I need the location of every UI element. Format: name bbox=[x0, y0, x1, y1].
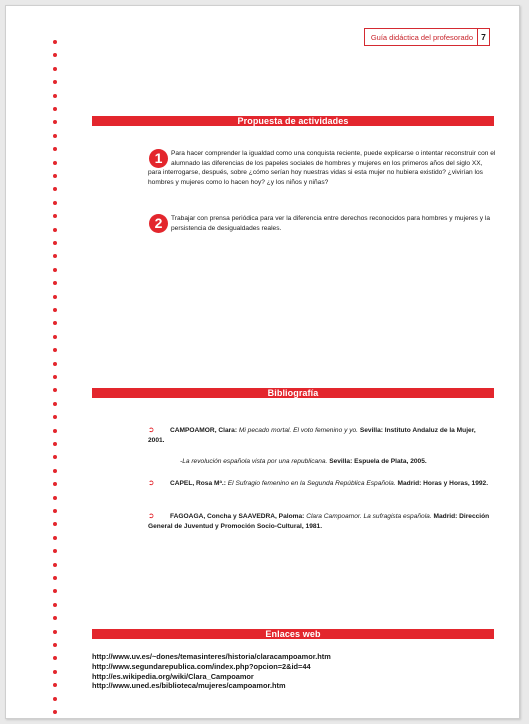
binding-dot bbox=[53, 643, 57, 647]
binding-dot bbox=[53, 576, 57, 580]
section-heading-links: Enlaces web bbox=[92, 629, 494, 639]
guide-title: Guía didáctica del profesorado bbox=[370, 32, 473, 42]
binding-dot bbox=[53, 80, 57, 84]
bib-title: -La revolución española vista por una republicana. bbox=[180, 458, 328, 465]
binding-dot bbox=[53, 254, 57, 258]
arrow-bullet-icon: ➲ bbox=[148, 511, 155, 520]
bib-author: FAGOAGA, Concha y SAAVEDRA, Paloma: bbox=[170, 513, 305, 520]
bib-publisher: Madrid: Horas y Horas, 1992. bbox=[397, 480, 489, 487]
binding-dot bbox=[53, 335, 57, 339]
binding-dot bbox=[53, 362, 57, 366]
bib-publisher: Madrid: Dirección General de Juventud y Promoción Socio-Cultural, 1981. bbox=[148, 513, 490, 530]
bibliography-entry bbox=[148, 425, 494, 445]
binding-dot bbox=[53, 630, 57, 634]
document-page bbox=[5, 5, 520, 719]
bib-author: CAPEL, Rosa Mª.: bbox=[170, 480, 226, 487]
bib-title: El Sufragio femenino en la Segunda República Española. bbox=[227, 480, 396, 487]
binding-dot bbox=[53, 656, 57, 660]
web-link[interactable]: http://www.uned.es/biblioteca/mujeres/campoamor.htm bbox=[92, 681, 286, 691]
binding-dot bbox=[53, 563, 57, 567]
web-link[interactable]: http://www.uv.es/~dones/temasinteres/historia/claracampoamor.htm bbox=[92, 652, 331, 661]
arrow-bullet-icon: ➲ bbox=[148, 425, 155, 434]
binding-dot bbox=[53, 161, 57, 165]
activity-number-badge: 1 bbox=[149, 149, 168, 168]
binding-dot bbox=[53, 710, 57, 714]
binding-dot bbox=[53, 415, 57, 419]
binding-dot bbox=[53, 402, 57, 406]
binding-dot bbox=[53, 107, 57, 111]
binding-dot bbox=[53, 549, 57, 553]
bib-title: Clara Campoamor. La sufragista española. bbox=[306, 513, 432, 520]
binding-dot bbox=[53, 603, 57, 607]
binding-dot bbox=[53, 442, 57, 446]
bibliography-entry bbox=[148, 511, 494, 531]
bib-publisher: Sevilla: Espuela de Plata, 2005. bbox=[329, 458, 427, 465]
binding-dot bbox=[53, 375, 57, 379]
arrow-bullet-icon: ➲ bbox=[148, 478, 155, 487]
binding-dot bbox=[53, 670, 57, 674]
binding-dot bbox=[53, 268, 57, 272]
binding-dot bbox=[53, 388, 57, 392]
binding-dot bbox=[53, 536, 57, 540]
spiral-binding-dots bbox=[53, 6, 59, 719]
binding-dot bbox=[53, 67, 57, 71]
section-heading-activities: Propuesta de actividades bbox=[92, 116, 494, 126]
binding-dot bbox=[53, 697, 57, 701]
binding-dot bbox=[53, 509, 57, 513]
binding-dot bbox=[53, 53, 57, 57]
binding-dot bbox=[53, 295, 57, 299]
bib-title: Mi pecado mortal. El voto femenino y yo. bbox=[238, 427, 358, 434]
web-link[interactable]: http://www.segundarepublica.com/index.php?opcion=2&id=44 bbox=[92, 661, 311, 671]
page-number: 7 bbox=[477, 28, 489, 46]
web-links-list bbox=[92, 652, 492, 691]
bib-author: CAMPOAMOR, Clara: bbox=[170, 427, 238, 434]
binding-dot bbox=[53, 228, 57, 232]
binding-dot bbox=[53, 174, 57, 178]
binding-dot bbox=[53, 201, 57, 205]
binding-dot bbox=[53, 120, 57, 124]
binding-dot bbox=[53, 308, 57, 312]
binding-dot bbox=[53, 94, 57, 98]
binding-dot bbox=[53, 496, 57, 500]
activity-item bbox=[148, 149, 496, 187]
binding-dot bbox=[53, 147, 57, 151]
binding-dot bbox=[53, 214, 57, 218]
bib-publisher: Sevilla: Instituto Andaluz de la Mujer, 2001. bbox=[148, 427, 476, 444]
binding-dot bbox=[53, 40, 57, 44]
binding-dot bbox=[53, 134, 57, 138]
binding-dot bbox=[53, 482, 57, 486]
binding-dot bbox=[53, 522, 57, 526]
activity-number-badge: 2 bbox=[149, 214, 168, 233]
binding-dot bbox=[53, 241, 57, 245]
bibliography-entry bbox=[148, 478, 494, 489]
activity-text: Para hacer comprender la igualdad como una conquista reciente, puede explicarse o intentar reconstruir con el alumnado las diferencias de los papeles sociales de hombres y mujeres en los primeros años del siglo XX, para interrogarse, después, sobre ¿cómo serían hoy nuestras vidas si esta mujer no hubiera existido? ¿vivirían los hombres y mujeres como lo hacen hoy? ¿y los niños y niñas? bbox=[148, 150, 496, 186]
binding-dot bbox=[53, 348, 57, 352]
binding-dot bbox=[53, 589, 57, 593]
bibliography-entry bbox=[148, 457, 494, 467]
binding-dot bbox=[53, 616, 57, 620]
page-header bbox=[364, 28, 490, 46]
web-link[interactable]: http://es.wikipedia.org/wiki/Clara_Campoamor bbox=[92, 671, 254, 681]
binding-dot bbox=[53, 455, 57, 459]
activity-item bbox=[148, 214, 496, 233]
binding-dot bbox=[53, 429, 57, 433]
section-heading-bibliography: Bibliografía bbox=[92, 388, 494, 398]
binding-dot bbox=[53, 469, 57, 473]
binding-dot bbox=[53, 321, 57, 325]
binding-dot bbox=[53, 187, 57, 191]
binding-dot bbox=[53, 683, 57, 687]
binding-dot bbox=[53, 281, 57, 285]
activity-text: Trabajar con prensa periódica para ver la diferencia entre derechos reconocidos para hombres y mujeres y la persistencia de desigualdades reales. bbox=[171, 215, 490, 232]
